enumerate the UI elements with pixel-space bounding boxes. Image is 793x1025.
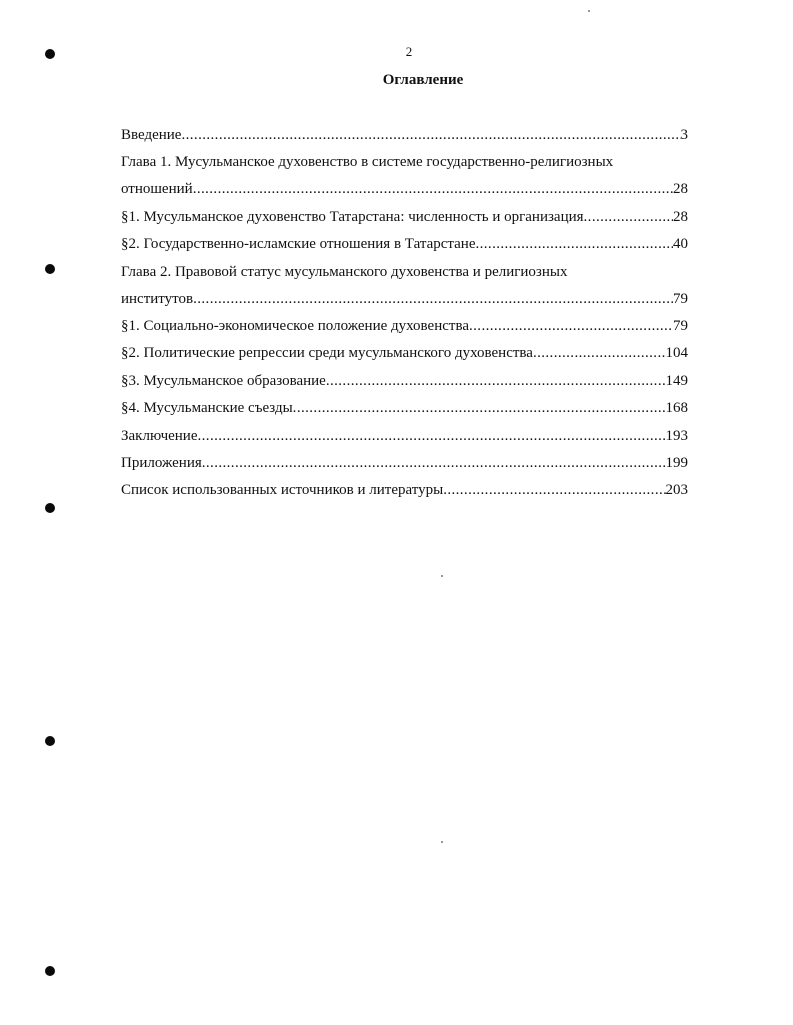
toc-leader-dots — [193, 289, 673, 309]
toc-entry-page: 199 — [665, 455, 688, 471]
toc-entry-chapter-1 — [121, 179, 688, 199]
toc-entry-label: §4. Мусульманские съезды — [121, 400, 293, 416]
toc-entry-chapter-1-label: Глава 1. Мусульманское духовенство в системе государственно-религиозных — [121, 154, 614, 170]
toc-entry-page: 193 — [665, 428, 688, 444]
toc-entry-page: 203 — [665, 482, 688, 498]
toc-entry-page: 149 — [665, 373, 688, 389]
toc-leader-dots — [198, 426, 666, 446]
toc-leader-dots — [475, 234, 673, 254]
toc-entry-label: Заключение — [121, 428, 198, 444]
toc-leader-dots — [443, 480, 665, 500]
toc-entry-page: 3 — [680, 127, 688, 143]
toc-entry-page: 28 — [673, 181, 688, 197]
punch-hole — [45, 966, 55, 976]
toc-entry-label: Приложения — [121, 455, 202, 471]
toc-leader-dots — [193, 179, 673, 199]
toc-leader-dots — [293, 398, 666, 418]
toc-entry-bibliography — [121, 480, 688, 500]
toc-entry-chapter-2-section-3 — [121, 371, 688, 391]
toc-entry-page: 79 — [673, 318, 688, 334]
toc-entry-chapter-2-label: Глава 2. Правовой статус мусульманского духовенства и религиозных — [121, 264, 568, 280]
scan-speck — [441, 841, 443, 843]
punch-hole — [45, 264, 55, 274]
toc-entry-label: §2. Государственно-исламские отношения в Татарстане — [121, 236, 476, 252]
toc-entry-appendices — [121, 453, 688, 473]
toc-entry-introduction — [121, 125, 688, 145]
toc-entry-page: 104 — [665, 345, 688, 361]
toc-entry-label: §1. Мусульманское духовенство Татарстана: численность и организация — [121, 209, 584, 225]
toc-entry-page: 168 — [665, 400, 688, 416]
toc-entry-chapter-2-section-4 — [121, 398, 688, 418]
toc-entry-conclusion — [121, 426, 688, 446]
toc-entry-label: Введение — [121, 127, 182, 143]
toc-entry-chapter-2-section-2 — [121, 343, 688, 363]
toc-entry-chapter-1-section-2 — [121, 234, 688, 254]
toc-entry-continuation: институтов — [121, 291, 194, 307]
toc-entry-page: 28 — [673, 209, 688, 225]
scan-speck — [441, 575, 443, 577]
punch-hole — [45, 503, 55, 513]
page-number: 2 — [405, 44, 413, 59]
punch-hole — [45, 736, 55, 746]
toc-leader-dots — [326, 371, 666, 391]
scan-speck — [588, 10, 590, 12]
toc-leader-dots — [533, 343, 666, 363]
toc-entry-label: §3. Мусульманское образование — [121, 373, 326, 389]
page-title: Оглавление — [382, 72, 464, 88]
toc-entry-page: 79 — [673, 291, 688, 307]
toc-leader-dots — [181, 125, 680, 145]
toc-leader-dots — [469, 316, 673, 336]
toc-entry-label: Список использованных источников и литературы — [121, 482, 444, 498]
toc-entry-continuation: отношений — [121, 181, 193, 197]
toc-entry-label: §2. Политические репрессии среди мусульманского духовенства — [121, 345, 533, 361]
toc-leader-dots — [202, 453, 666, 473]
toc-entry-chapter-1-section-1 — [121, 207, 688, 227]
toc-leader-dots — [584, 207, 673, 227]
toc-entry-chapter-2 — [121, 289, 688, 309]
toc-entry-page: 40 — [673, 236, 688, 252]
toc-entry-label: §1. Социально-экономическое положение духовенства — [121, 318, 469, 334]
toc-entry-chapter-2-section-1 — [121, 316, 688, 336]
